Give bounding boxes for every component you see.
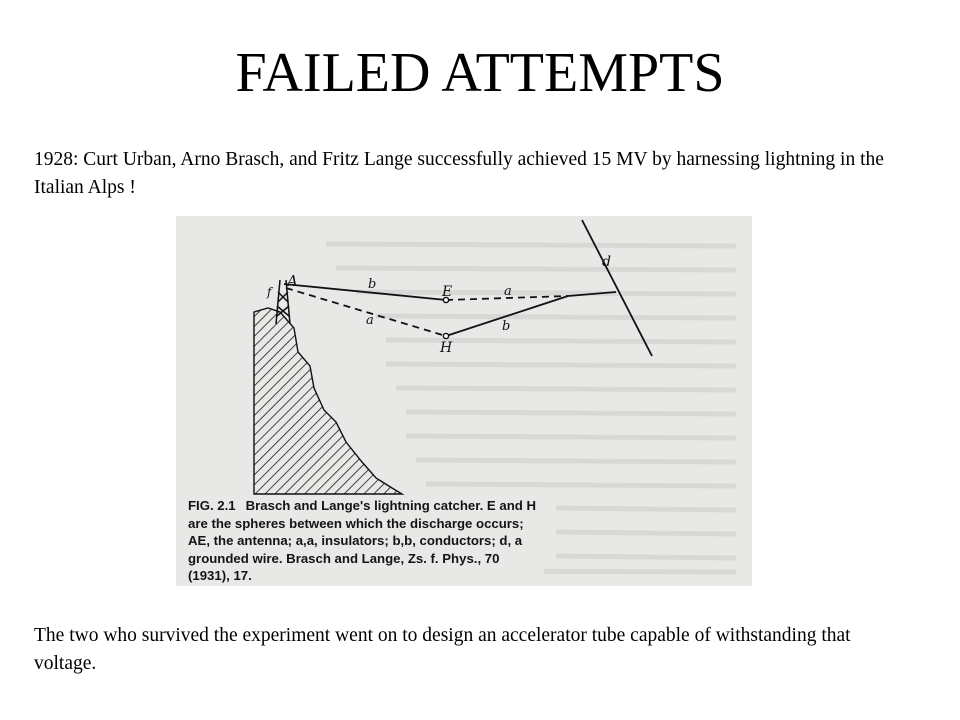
label-b-lower: b (502, 319, 511, 334)
mountain-hatched (254, 308, 402, 494)
grounded-wire (582, 220, 652, 356)
outro-paragraph: The two who survived the experiment went on to design an accelerator tube capable of withstanding that voltage. (34, 625, 851, 674)
figure-number: FIG. 2.1 (188, 498, 236, 513)
label-e: E (442, 284, 453, 300)
slide-title: FAILED ATTEMPTS (235, 42, 725, 104)
figure-caption-text: Brasch and Lange's lightning catcher. E and H are the spheres between which the discharge occurs; AE, the antenna; a,a, insulators; b,b, conductors; d, a grounded wire. Brasch and Lange, Zs. f. Phys., 70 (1931), 17. (188, 498, 537, 584)
label-h: H (440, 340, 453, 356)
lightning-catcher-figure (176, 216, 752, 586)
label-f: f (267, 285, 272, 299)
label-d: d (602, 254, 611, 270)
intro-paragraph: 1928: Curt Urban, Arno Brasch, and Fritz Lange successfully achieved 15 MV by harnessing lightning in the Italian Alps ! (34, 149, 884, 198)
figure-caption (188, 497, 544, 585)
sphere-h (443, 333, 448, 338)
label-a-lower: a (366, 313, 374, 328)
label-a-upper: a (504, 284, 512, 299)
label-a-point: A (287, 272, 298, 290)
label-b-upper: b (368, 277, 377, 292)
